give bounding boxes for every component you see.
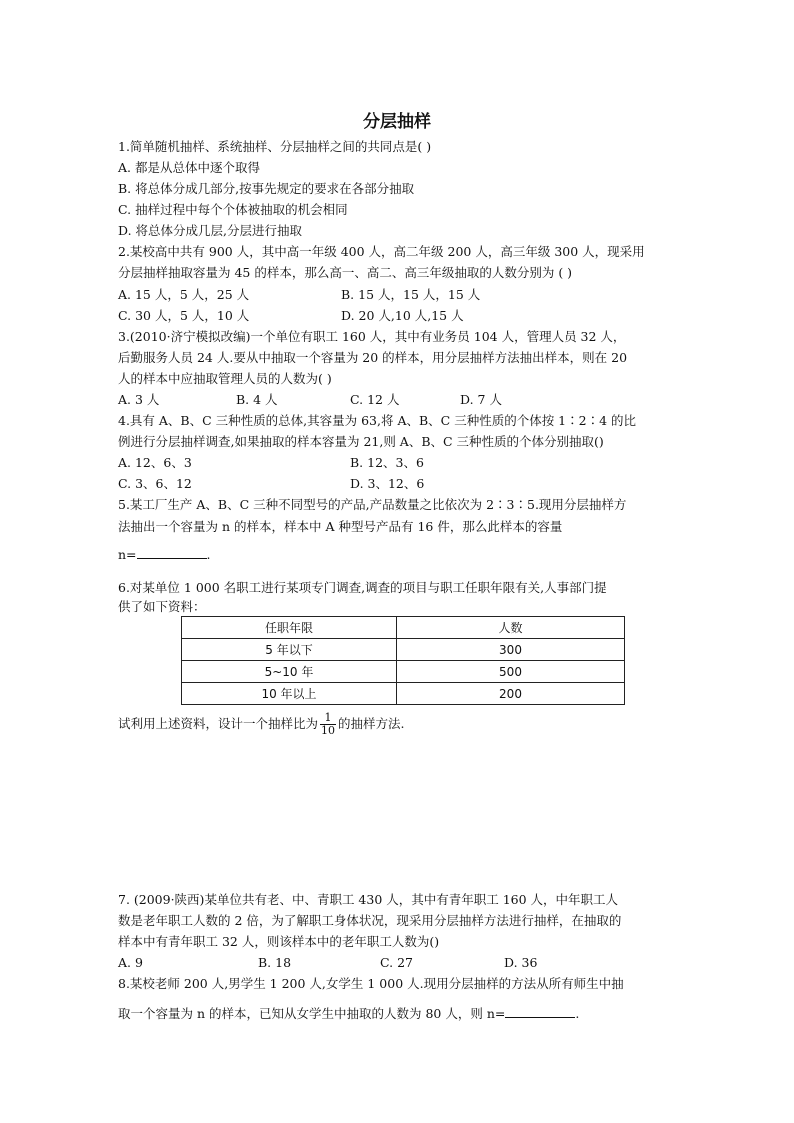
q4-option-a: A. 12、6、3 — [118, 455, 192, 470]
q2-option-d: D. 20 人,10 人,15 人 — [341, 308, 464, 323]
q1-option-d: D. 将总体分成几层,分层进行抽取 — [118, 223, 302, 238]
table-cell: 200 — [397, 683, 625, 705]
q7-option-b: B. 18 — [258, 955, 292, 970]
q7-stem-line-2: 数是老年职工人数的 2 倍，为了解职工身体状况，现采用分层抽样方法进行抽样，在抽取的 — [118, 913, 622, 928]
table-header-row — [182, 617, 625, 639]
q5-answer-suffix: . — [206, 547, 211, 562]
q1-stem: 1.简单随机抽样、系统抽样、分层抽样之间的共同点是( ) — [118, 139, 432, 154]
q1-option-c: C. 抽样过程中每个个体被抽取的机会相同 — [118, 202, 348, 217]
table-row — [182, 639, 625, 661]
q4-option-b: B. 12、3、6 — [350, 455, 424, 470]
q3-option-a: A. 3 人 — [118, 392, 160, 407]
table-cell: 10 年以上 — [182, 683, 397, 705]
q1-option-a: A. 都是从总体中逐个取得 — [118, 160, 260, 175]
q4-option-c: C. 3、6、12 — [118, 476, 192, 491]
q4-stem-line-1: 4.具有 A、B、C 三种性质的总体,其容量为 63,将 A、B、C 三种性质的个体按 1∶2∶4 的比 — [118, 413, 637, 428]
q1-option-b: B. 将总体分成几部分,按事先规定的要求在各部分抽取 — [118, 181, 415, 196]
fraction-denominator: 10 — [321, 724, 336, 737]
q8-answer-suffix: . — [575, 1006, 580, 1021]
q3-option-b: B. 4 人 — [236, 392, 278, 407]
q2-option-c: C. 30 人，5 人，10 人 — [118, 308, 250, 323]
page-title: 分层抽样 — [363, 112, 431, 132]
q6-stem-line-2: 供了如下资料： — [118, 599, 206, 614]
table-cell: 500 — [397, 661, 625, 683]
q2-stem-line-2: 分层抽样抽取容量为 45 的样本，那么高一、高二、高三年级抽取的人数分别为 ( ) — [118, 265, 573, 280]
table-cell: 5 年以下 — [182, 639, 397, 661]
table-header-cell: 人数 — [397, 617, 625, 639]
q6-stem-line-1: 6.对某单位 1 000 名职工进行某项专门调查,调查的项目与职工任职年限有关,人事部门提 — [118, 580, 607, 595]
q2-stem-line-1: 2.某校高中共有 900 人，其中高一年级 400 人，高二年级 200 人，高三年级 300 人，现采用 — [118, 244, 645, 259]
q8-stem-line-2: 取一个容量为 n 的样本，已知从女学生中抽取的人数为 80 人，则 n= — [118, 1006, 506, 1021]
q5-answer-blank[interactable] — [137, 546, 207, 559]
table-row — [182, 683, 625, 705]
q3-option-d: D. 7 人 — [460, 392, 502, 407]
q3-stem-line-2: 后勤服务人员 24 人.要从中抽取一个容量为 20 的样本，用分层抽样方法抽出样本，则在 20 — [118, 350, 628, 365]
q3-stem-line-3: 人的样本中应抽取管理人员的人数为( ) — [118, 371, 332, 386]
q5-stem-line-1: 5.某工厂生产 A、B、C 三种不同型号的产品,产品数量之比依次为 2∶3∶5.现用分层抽样方 — [118, 497, 627, 512]
q2-option-a: A. 15 人，5 人，25 人 — [118, 287, 250, 302]
q7-stem-line-1: 7. (2009·陕西)某单位共有老、中、青职工 430 人，其中有青年职工 160 人，中年职工人 — [118, 892, 619, 907]
q4-stem-line-2: 例进行分层抽样调查,如果抽取的样本容量为 21,则 A、B、C 三种性质的个体分别抽取() — [118, 434, 604, 449]
table-cell: 5~10 年 — [182, 661, 397, 683]
q5-stem-line-2: 法抽出一个容量为 n 的样本，样本中 A 种型号产品有 16 件，那么此样本的容量 — [118, 519, 563, 534]
fraction-one-tenth — [320, 712, 336, 737]
q4-option-d: D. 3、12、6 — [350, 476, 425, 491]
q7-option-c: C. 27 — [380, 955, 413, 970]
q2-option-b: B. 15 人，15 人，15 人 — [341, 287, 481, 302]
q8-answer-blank[interactable] — [505, 1005, 575, 1018]
table-row — [182, 661, 625, 683]
table-cell: 300 — [397, 639, 625, 661]
q3-stem-line-1: 3.(2010·济宁模拟改编)一个单位有职工 160 人，其中有业务员 104 人，管理人员 32 人， — [118, 329, 626, 344]
q6-followup-prefix: 试利用上述资料，设计一个抽样比为 — [118, 716, 319, 731]
q6-followup — [118, 710, 405, 738]
q8-stem-line-1: 8.某校老师 200 人,男学生 1 200 人,女学生 1 000 人.现用分层抽样的方法从所有师生中抽 — [118, 976, 624, 991]
q8-stem-line-2-wrap — [118, 1005, 579, 1023]
q5-answer-line — [118, 546, 211, 564]
fraction-numerator: 1 — [320, 712, 336, 725]
q6-followup-suffix: 的抽样方法. — [338, 716, 405, 731]
q7-option-d: D. 36 — [504, 955, 538, 970]
q3-option-c: C. 12 人 — [350, 392, 400, 407]
tenure-table — [181, 616, 625, 705]
q5-answer-prefix: n= — [118, 547, 137, 562]
q7-option-a: A. 9 — [118, 955, 143, 970]
table-header-cell: 任职年限 — [182, 617, 397, 639]
q7-stem-line-3: 样本中有青年职工 32 人，则该样本中的老年职工人数为() — [118, 934, 440, 949]
